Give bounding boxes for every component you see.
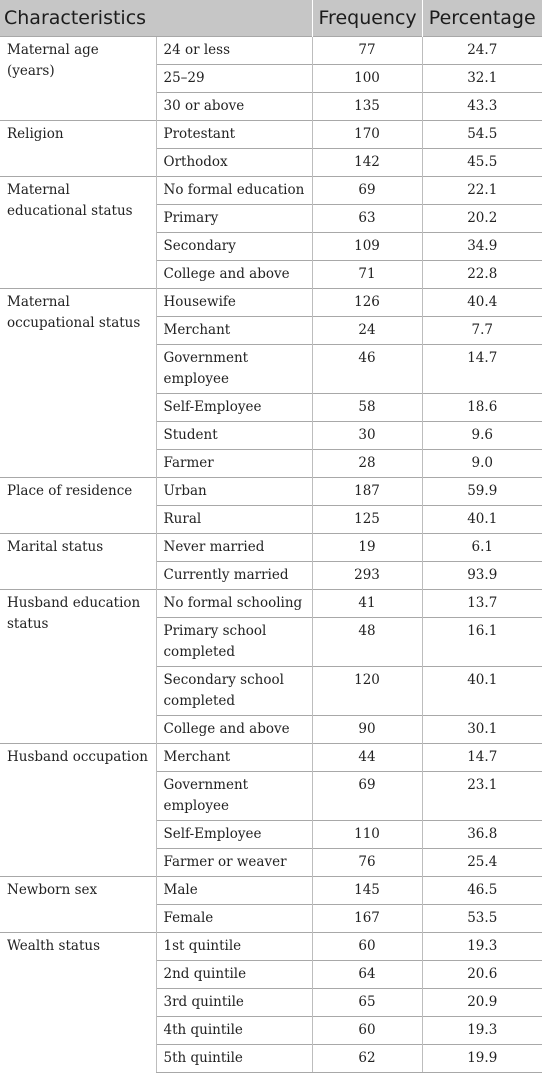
- frequency-cell: 24: [312, 317, 422, 345]
- percentage-cell: 14.7: [422, 744, 542, 772]
- table-row: [0, 37, 542, 65]
- frequency-cell: 60: [312, 1017, 422, 1045]
- percentage-cell: 14.7: [422, 345, 542, 394]
- percentage-cell: 93.9: [422, 562, 542, 590]
- frequency-cell: 58: [312, 394, 422, 422]
- frequency-cell: 44: [312, 744, 422, 772]
- category-cell: 2nd quintile: [156, 961, 312, 989]
- percentage-cell: 9.6: [422, 422, 542, 450]
- category-cell: Housewife: [156, 289, 312, 317]
- percentage-cell: 13.7: [422, 590, 542, 618]
- table-row: [0, 590, 542, 618]
- frequency-cell: 77: [312, 37, 422, 65]
- frequency-cell: 69: [312, 177, 422, 205]
- category-cell: 4th quintile: [156, 1017, 312, 1045]
- category-cell: Merchant: [156, 744, 312, 772]
- table-row: [0, 744, 542, 772]
- frequency-cell: 145: [312, 877, 422, 905]
- frequency-cell: 63: [312, 205, 422, 233]
- characteristic-label: Marital status: [0, 534, 156, 590]
- percentage-cell: 16.1: [422, 618, 542, 667]
- category-cell: 30 or above: [156, 93, 312, 121]
- percentage-cell: 40.1: [422, 667, 542, 716]
- characteristic-label: Maternal occupational status: [0, 289, 156, 478]
- header-percentage: Percentage: [422, 0, 542, 37]
- frequency-cell: 100: [312, 65, 422, 93]
- percentage-cell: 20.9: [422, 989, 542, 1017]
- frequency-cell: 142: [312, 149, 422, 177]
- percentage-cell: 40.4: [422, 289, 542, 317]
- frequency-cell: 64: [312, 961, 422, 989]
- category-cell: Secondary school completed: [156, 667, 312, 716]
- percentage-cell: 34.9: [422, 233, 542, 261]
- percentage-cell: 24.7: [422, 37, 542, 65]
- category-cell: Rural: [156, 506, 312, 534]
- category-cell: 25–29: [156, 65, 312, 93]
- table-body: [0, 37, 542, 1073]
- category-cell: Student: [156, 422, 312, 450]
- frequency-cell: 46: [312, 345, 422, 394]
- frequency-cell: 62: [312, 1045, 422, 1073]
- characteristic-label: Husband education status: [0, 590, 156, 744]
- category-cell: Farmer or weaver: [156, 849, 312, 877]
- category-cell: 1st quintile: [156, 933, 312, 961]
- table-header-row: [0, 0, 542, 37]
- table-row: [0, 478, 542, 506]
- percentage-cell: 6.1: [422, 534, 542, 562]
- category-cell: No formal education: [156, 177, 312, 205]
- frequency-cell: 126: [312, 289, 422, 317]
- characteristic-label: Maternal educational status: [0, 177, 156, 289]
- frequency-cell: 28: [312, 450, 422, 478]
- characteristic-label: Maternal age (years): [0, 37, 156, 121]
- frequency-cell: 170: [312, 121, 422, 149]
- percentage-cell: 20.6: [422, 961, 542, 989]
- category-cell: Orthodox: [156, 149, 312, 177]
- characteristic-label: Religion: [0, 121, 156, 177]
- frequency-cell: 293: [312, 562, 422, 590]
- table-row: [0, 534, 542, 562]
- frequency-cell: 167: [312, 905, 422, 933]
- category-cell: 3rd quintile: [156, 989, 312, 1017]
- frequency-cell: 19: [312, 534, 422, 562]
- percentage-cell: 59.9: [422, 478, 542, 506]
- category-cell: Urban: [156, 478, 312, 506]
- category-cell: 5th quintile: [156, 1045, 312, 1073]
- frequency-cell: 60: [312, 933, 422, 961]
- category-cell: Never married: [156, 534, 312, 562]
- frequency-cell: 135: [312, 93, 422, 121]
- percentage-cell: 7.7: [422, 317, 542, 345]
- category-cell: Self-Employee: [156, 394, 312, 422]
- category-cell: Merchant: [156, 317, 312, 345]
- frequency-cell: 110: [312, 821, 422, 849]
- percentage-cell: 25.4: [422, 849, 542, 877]
- percentage-cell: 32.1: [422, 65, 542, 93]
- category-cell: Protestant: [156, 121, 312, 149]
- category-cell: Farmer: [156, 450, 312, 478]
- percentage-cell: 36.8: [422, 821, 542, 849]
- percentage-cell: 54.5: [422, 121, 542, 149]
- frequency-cell: 69: [312, 772, 422, 821]
- characteristic-label: Husband occupation: [0, 744, 156, 877]
- frequency-cell: 90: [312, 716, 422, 744]
- category-cell: 24 or less: [156, 37, 312, 65]
- category-cell: Female: [156, 905, 312, 933]
- percentage-cell: 20.2: [422, 205, 542, 233]
- frequency-cell: 187: [312, 478, 422, 506]
- category-cell: College and above: [156, 716, 312, 744]
- percentage-cell: 9.0: [422, 450, 542, 478]
- percentage-cell: 40.1: [422, 506, 542, 534]
- percentage-cell: 19.3: [422, 933, 542, 961]
- table-row: [0, 877, 542, 905]
- percentage-cell: 45.5: [422, 149, 542, 177]
- category-cell: Government employee: [156, 345, 312, 394]
- category-cell: No formal schooling: [156, 590, 312, 618]
- category-cell: Secondary: [156, 233, 312, 261]
- category-cell: Primary school completed: [156, 618, 312, 667]
- table-row: [0, 933, 542, 961]
- percentage-cell: 30.1: [422, 716, 542, 744]
- category-cell: Male: [156, 877, 312, 905]
- percentage-cell: 22.8: [422, 261, 542, 289]
- table-row: [0, 121, 542, 149]
- percentage-cell: 46.5: [422, 877, 542, 905]
- frequency-cell: 120: [312, 667, 422, 716]
- category-cell: Currently married: [156, 562, 312, 590]
- frequency-cell: 41: [312, 590, 422, 618]
- characteristic-label: Newborn sex: [0, 877, 156, 933]
- category-cell: Primary: [156, 205, 312, 233]
- category-cell: Government employee: [156, 772, 312, 821]
- percentage-cell: 23.1: [422, 772, 542, 821]
- percentage-cell: 43.3: [422, 93, 542, 121]
- frequency-cell: 30: [312, 422, 422, 450]
- percentage-cell: 19.9: [422, 1045, 542, 1073]
- frequency-cell: 109: [312, 233, 422, 261]
- frequency-cell: 48: [312, 618, 422, 667]
- percentage-cell: 22.1: [422, 177, 542, 205]
- header-characteristics: Characteristics: [0, 0, 312, 37]
- characteristic-label: Place of residence: [0, 478, 156, 534]
- frequency-cell: 76: [312, 849, 422, 877]
- category-cell: College and above: [156, 261, 312, 289]
- percentage-cell: 18.6: [422, 394, 542, 422]
- frequency-cell: 125: [312, 506, 422, 534]
- category-cell: Self-Employee: [156, 821, 312, 849]
- percentage-cell: 53.5: [422, 905, 542, 933]
- table-row: [0, 289, 542, 317]
- header-frequency: Frequency: [312, 0, 422, 37]
- characteristic-label: Wealth status: [0, 933, 156, 1073]
- frequency-cell: 71: [312, 261, 422, 289]
- frequency-cell: 65: [312, 989, 422, 1017]
- percentage-cell: 19.3: [422, 1017, 542, 1045]
- table-row: [0, 177, 542, 205]
